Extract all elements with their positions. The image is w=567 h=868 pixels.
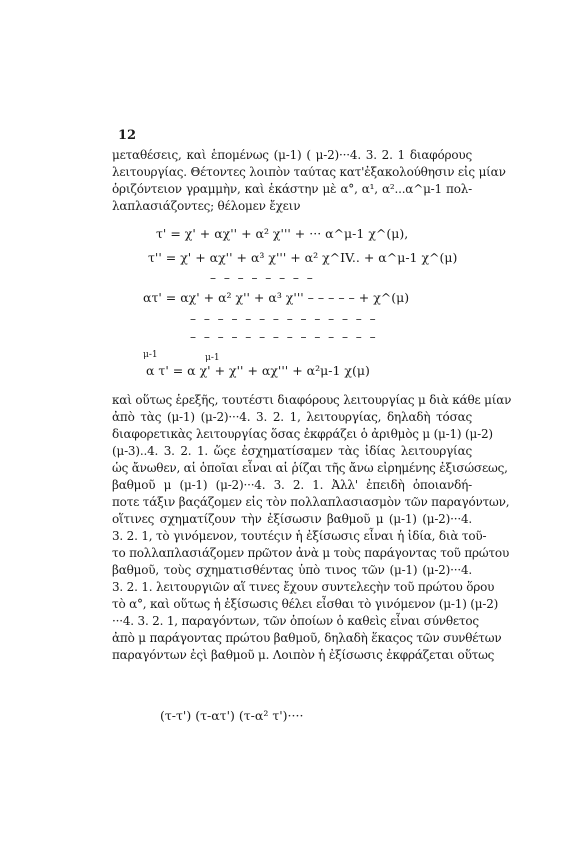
text-line: βαθμοῦ μ (μ-1) (μ-2)···4. 3. 2. 1. Ἀλλ' ἐπειδὴ ὁποιανδή- — [112, 478, 472, 492]
text-line: οἵτινες σχηματίζουν τὴν ἐξίσωσιν βαθμοῦ μ (μ-1) (μ-2)···4. — [112, 512, 472, 526]
text-line: διαφορετικὰς λειτουργίας ὅσας ἐκφράζει ὁ ἀριθμὸς μ (μ-1) (μ-2) — [112, 427, 493, 441]
text-line: καὶ οὕτως ἑρεξῆς, τουτέστι διαφόρους λειτουργίας μ διὰ κάθε μίαν — [112, 393, 512, 407]
text-line: ὡς ἄνωθεν, αἱ ὁποῖαι εἶναι αἱ ῥίζαι τῆς ἄνω εἰρημένης ἐξισώσεως, — [112, 461, 508, 475]
text-line: λειτουργίας. Θέτοντες λοιπὸν ταύτας κατ'ἐξακολούθησιν εἰς μίαν — [112, 165, 506, 179]
text-line: ποτε τάξιν βαςάζομεν εἰς τὸν πολλαπλασιασμὸν τῶν παραγόντων, — [112, 495, 510, 509]
text-line: (μ-3)..4. 3. 2. 1. ὥςε ἐσχηματίσαμεν τὰς ἰδίας λειτουργίας — [112, 444, 472, 458]
text-line: βαθμοῦ, τοὺς σχηματισθέντας ὑπὸ τινος τῶν (μ-1) (μ-2)···4. — [112, 563, 472, 577]
text-line: το πολλαπλασιάζομεν πρῶτον ἀνὰ μ τοὺς παράγοντας τοῦ πρώτου — [112, 546, 510, 560]
text-line: ἀπὸ τὰς (μ-1) (μ-2)···4. 3. 2. 1, λειτουργίας, δηλαδὴ τόσας — [112, 410, 472, 424]
equation-line: α τ' = α χ' + χ'' + αχ''' + α²μ-1 χ(μ) — [146, 363, 370, 378]
dash-row: – – – – – – – – – – – – – – — [190, 312, 378, 326]
text-line: λαπλασιάζοντες; θέλομεν ἔχειν — [112, 199, 301, 213]
text-line: ἀπὸ μ παράγοντας πρώτου βαθμοῦ, δηλαδὴ ἕκαςος τῶν συνθέτων — [112, 631, 502, 645]
equation-exponent: μ-1 — [205, 353, 220, 363]
equation-exponent: μ-1 — [143, 350, 158, 360]
equation-line: ατ' = αχ' + α² χ'' + α³ χ''' – – – – – + χ^(μ) — [143, 290, 410, 305]
text-line: 3. 2. 1, τὸ γινόμενον, τουτέςιν ἡ ἐξίσωσις εἶναι ἡ ἰδία, διὰ τοῦ- — [112, 529, 487, 543]
text-line: παραγόντων ἐςὶ βαθμοῦ μ. Λοιπὸν ἡ ἐξίσωσις ἐκφράζεται οὕτως — [112, 648, 495, 662]
dash-row: – – – – – – – – — [210, 271, 315, 285]
equation-line: (τ-τ') (τ-ατ') (τ-α² τ')···· — [160, 708, 304, 723]
text-line: τὸ α°, καὶ οὕτως ἡ ἐξίσωσις θέλει εἶσθαι τὸ γινόμενον (μ-1) (μ-2) — [112, 597, 499, 611]
equation-line: τ' = χ' + αχ'' + α² χ''' + ··· α^μ-1 χ^(μ), — [156, 226, 409, 241]
text-line: 3. 2. 1. λειτουργιῶν αἵ τινες ἔχουν συντελεςὴν τοῦ πρώτου ὅρου — [112, 580, 495, 594]
page-number: 12 — [118, 128, 137, 143]
text-line: ···4. 3. 2. 1, παραγόντων, τῶν ὁποίων ὁ καθεὶς εἶναι σύνθετος — [112, 614, 479, 628]
text-line: ὁριζόντειον γραμμὴν, καὶ ἑκάστην μὲ α°, α¹, α²...α^μ-1 πολ- — [112, 182, 472, 196]
equation-line: τ'' = χ' + αχ'' + α³ χ''' + α² χ^IV.. + α^μ-1 χ^(μ) — [148, 250, 458, 265]
dash-row: – – – – – – – – – – – – – – — [190, 330, 378, 344]
text-line: μεταθέσεις, καὶ ἑπομένως (μ-1) ( μ-2)···4. 3. 2. 1 διαφόρους — [112, 148, 472, 162]
